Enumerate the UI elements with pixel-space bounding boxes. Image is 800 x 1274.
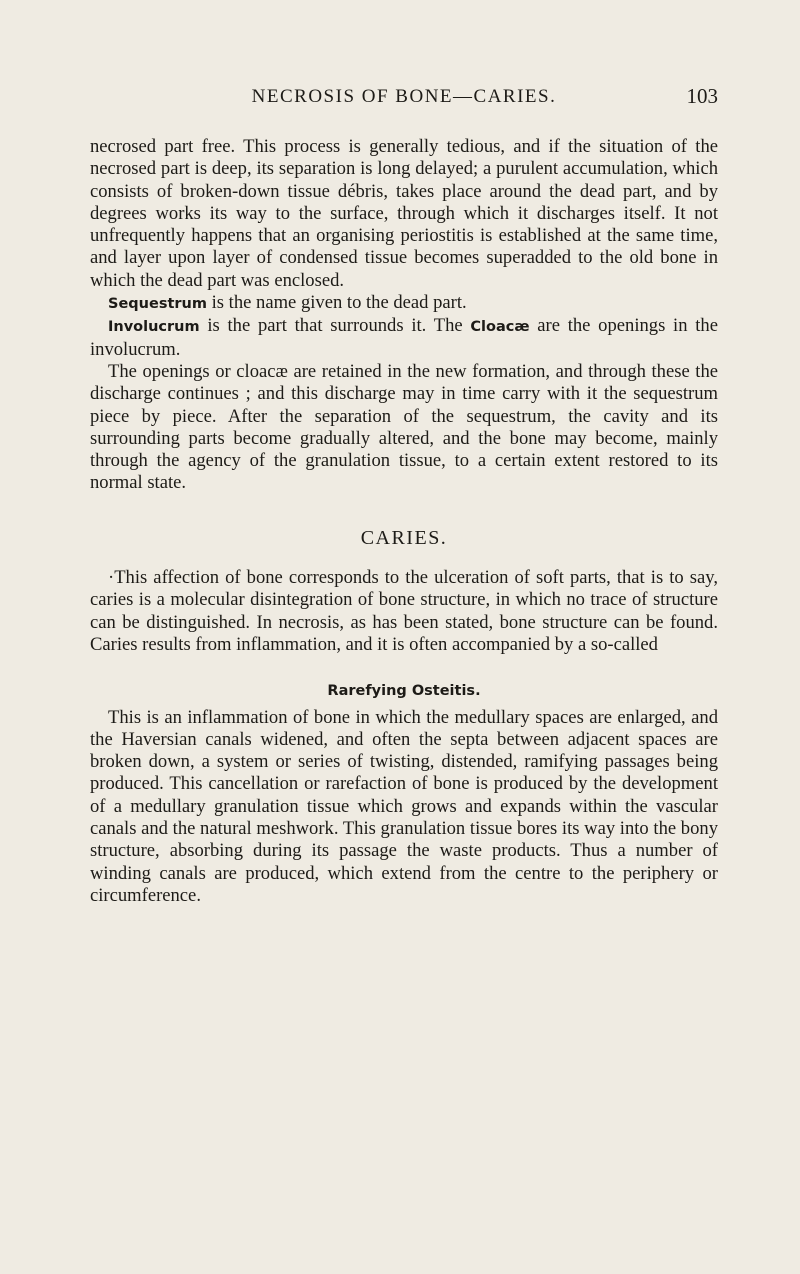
page-number: 103 xyxy=(686,84,718,108)
paragraph-necrosed-part: necrosed part free. This process is generally tedious, and if the situation of the necrosed part is deep, its separation is long delayed; a purulent accumulation, which consists of broken-down tissue débris, takes place around the dead part, and by degrees works its way to the surface, through which it discharges itself. It not unfrequently happens that an organising periostitis is established at the same time, and layer upon layer of condensed tissue becomes superadded to the old bone in which the dead part was enclosed. xyxy=(90,136,718,291)
subheading-rarefying-osteitis: Rarefying Osteitis. xyxy=(327,683,481,700)
page-body xyxy=(90,136,718,907)
term-cloacae: Cloacæ xyxy=(470,319,530,336)
term-involucrum: Involucrum xyxy=(108,319,200,336)
involucrum-definition: is the part that surrounds it. The xyxy=(199,315,471,337)
running-head xyxy=(90,84,718,112)
paragraph-caries: ·This affection of bone corresponds to the ulceration of soft parts, that is to say, caries is a molecular disintegration of bone structure, in which no trace of structure can be distinguished. In necrosis, as has been stated, bone structure can be found. Caries results from inflammation, and it is often accompanied by a so-called xyxy=(90,567,718,655)
paragraph-openings: The openings or cloacæ are retained in the new formation, and through these the discharge continues ; and this discharge may in time carry with it the sequestrum piece by piece. After the separation of the sequestrum, the cavity and its surrounding parts become gradually altered, and the bone may become, mainly through the agency of the granulation tissue, to a certain extent restored to its normal state. xyxy=(90,360,718,494)
paragraph-rarefying-osteitis: This is an inflammation of bone in which the medullary spaces are enlarged, and the Haversian canals widened, and often the septa between adjacent spaces are broken down, a system or series of twisting, distended, ramifying passages being produced. This cancellation or rarefaction of bone is produced by the development of a medullary granulation tissue which grows and expands within the vascular canals and the natural meshwork. This granulation tissue bores its way into the bony structure, absorbing during its passage the waste products. Thus a number of winding canals are produced, which extend from the centre to the periphery or circumference. xyxy=(90,706,718,906)
sequestrum-definition: is the name given to the dead part. xyxy=(206,292,467,314)
paragraph-involucrum xyxy=(90,315,718,361)
paragraph-sequestrum xyxy=(90,292,718,315)
running-title: NECROSIS OF BONE—CARIES. xyxy=(251,86,557,107)
term-sequestrum: Sequestrum xyxy=(108,296,207,313)
section-heading-caries: CARIES. xyxy=(360,526,448,549)
cloacae-definition: are the openings in the involucrum. xyxy=(90,315,718,360)
